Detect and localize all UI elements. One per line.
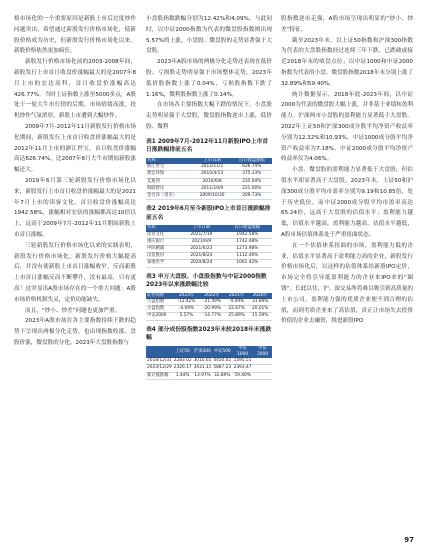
table-cell: 浙江世宝 — [146, 164, 193, 171]
table-cell: 1742.48% — [223, 238, 272, 245]
table-cell: 1112.46% — [223, 253, 272, 260]
table-cell: 235.04% — [232, 178, 272, 185]
table-cell: 2393.47 — [233, 365, 252, 371]
table-row — [146, 365, 272, 372]
ipo-table-2019-now — [146, 225, 272, 267]
table-cell: 2021/7/19 — [180, 232, 223, 239]
paragraph: 而且，“炒小、炒差”问题也更加严重。 — [25, 307, 121, 314]
table-cell: -12.42% — [174, 299, 200, 306]
table-cell: 32.89% — [214, 372, 231, 378]
paragraph: 在一个估值体系扭曲的市场，盈利能力低的企业，估值水平显著高于盈利能力高的企业，新股发行价格市场化后，以这样的估值体系给新股IPO定价，市场完全将引导低盈利能力的企业来IPO来的“圈钱”。长此以往，沪、深交易所将难以吸引到高质量的上市公司，盈利能力强的优质企业便不到合理的估值，而到劣质企业来了高估值，真正让市场失去投资价值的企业去融资，推进新股IPO — [281, 242, 413, 325]
table-cell: 221.00% — [232, 185, 272, 192]
table-header-cell — [146, 346, 173, 358]
table-cell: 中际精器 — [146, 245, 180, 252]
table-header-cell: 名称 — [146, 225, 180, 231]
table-header-cell: 2023年 — [174, 293, 200, 299]
table-cell: 重庆银行 — [146, 238, 180, 245]
table-cell: 3431.11 — [193, 365, 212, 371]
table-header-cell: 2021年 — [225, 293, 249, 299]
table-row — [146, 185, 272, 192]
table-cell — [253, 358, 272, 365]
table-cell: 1273.98% — [223, 245, 272, 252]
table-cell: 2021/6/23 — [180, 245, 223, 252]
table-cell: -20.99% — [199, 306, 225, 313]
table-row — [146, 232, 272, 239]
paragraph: 2023年A股市场在各主要指数持续下跌的趋势下呈现出两极分化走势，也出现指数收涨、盘股价涨，微盘股的分化。2023年大盘股指数与 — [14, 318, 136, 346]
column-middle — [146, 14, 272, 380]
table-header-cell: 首日收盘涨幅 — [223, 225, 272, 231]
paragraph: 股指数逆市走强，A股市场呈现出明显的“炒小、炒差”特征。 — [281, 16, 413, 33]
table-row — [146, 306, 272, 313]
table-caption: 表2 2019年6月至今新股IPO上市首日涨跌幅排前五名 — [146, 206, 271, 221]
table-cell: 2018/12/31 — [147, 358, 172, 364]
column-right — [281, 14, 413, 327]
table-cell: 59.40% — [232, 372, 253, 379]
table-cell: 2012/11/2 — [193, 164, 232, 171]
table-cell: -4.49% — [225, 299, 249, 306]
paragraph: 2009年7月-2012年11月新股发行价格市场化期间，新股发行上市首日收盘价涨幅最大的是2012年11月上市的浙江世宝，首日收盘价涨幅高达626.74%，比2007年8月大牛市期间新股涨幅还大。 — [14, 123, 136, 174]
table-cell: 2010/4/13 — [193, 171, 232, 178]
table-caption: 表4 部分成份股指数2023年末较2018年末涨跌幅 — [146, 326, 272, 342]
table-header-cell: 沪深300 — [193, 346, 213, 358]
table-header-cell: 上证50 — [173, 346, 193, 358]
table-row — [146, 171, 272, 178]
table-row — [146, 253, 272, 260]
table-caption: 表1 2009年7月-2012年11月新股IPO上市首日涨跌幅排前五名 — [146, 138, 269, 154]
table-header-cell: 2020年 — [248, 293, 272, 299]
constituent-index-table — [146, 346, 272, 380]
table-cell: 22.67% — [225, 306, 249, 313]
table-cell: 小盘指数 — [146, 306, 174, 313]
table-cell: 2326.17 — [173, 365, 192, 371]
table-row — [146, 313, 272, 320]
table-cell — [253, 372, 272, 379]
table-cell: 5887.23 — [213, 365, 232, 371]
table-cell: 2010/6/8 — [193, 178, 232, 185]
table-cell: -4.09% — [174, 306, 200, 313]
table-cell: 2283.02 — [173, 358, 192, 364]
table-cell: -21.49% — [199, 299, 225, 306]
table-cell: 15.59% — [248, 313, 272, 320]
table-row — [146, 178, 272, 185]
table-cell: 1061.42% — [223, 260, 272, 267]
paragraph: 在市场各主要指数大幅下跌的情况下，小盘股走势明显强于大盘股，微盘股指数逆市上涨，低价股、微利 — [146, 102, 272, 130]
table-caption: 表3 申万大盘股、小盘股指数与中证2000指数2023年以来涨跌幅比较 — [146, 273, 267, 289]
table-cell: 25.89% — [225, 313, 249, 320]
table-header-cell: 中证500 — [212, 346, 232, 358]
paragraph: 格市场化的一个重要原因是新股上市后过度炒作问题突出，希望通过新股发行价格市场化，使新股价格成为历史，但新股发行价格市场化以来，新股价格依然更加疯狂。 — [14, 16, 136, 55]
table-cell: 4450.02 — [213, 358, 232, 364]
table-cell: -14.77% — [199, 313, 225, 320]
paragraph: 2019年6月第三轮新股发行价格市场化以来，新股发行上市首日收盘价涨幅最大的是2021年7月上市的读客文化，首日收盘价涨幅高达1942.58%，涨幅相对宏伍的涨幅都高达10倍以上，远高于2009年7月-2012年11月期间新股上市首日涨幅。 — [14, 177, 136, 238]
paragraph: 截至2023年末，以上证50指数和沪深300指数为代表的大盘股指数经过连续三年下跌，已跌破或接近2018年末的收盘点位；以中证1000和中证2000指数为代表的小盘、微盘股指数2018年末分别上涨了32.89%和59.40%。 — [281, 37, 413, 87]
paragraph: 小盘、微盘股的盈利能力显著低于大盘股，但估值水平却显著高于大盘股。2023年末，上证50和沪深300成分股平均市盈率分别为9.19和10.85倍，处于历史低位，而中证2000成分股平均市盈率高达65.24倍，远高于大盘股的估值水平；盈利能力越低，估值水平越高，盈利能力越高，估值水平越低，A股市场估值体系处于严重扭曲状态。 — [281, 167, 413, 238]
table-cell: 5.57% — [174, 313, 200, 320]
table-cell: 1942.58% — [223, 232, 272, 239]
table-row — [146, 192, 272, 199]
table-cell: 2009/10/30 — [193, 192, 232, 199]
table-row — [146, 358, 272, 365]
table-cell: 209.73% — [232, 192, 272, 199]
table-cell: 1.44% — [173, 372, 193, 379]
table-row — [146, 238, 272, 245]
paragraph: 新股发行价格市场化前的2003-2008年间，新股发行上市首日收盘价涨幅最大的是2007年8月上市的宏达高科，首日收盘价涨幅高达426.77%。当时上证指数上涨至5000多点，A股处于一轮大牛市行情的后期，市场情绪高涨，投机炒作气氛浓厚，新股上市遭到大幅炒作。 — [14, 59, 136, 120]
table-cell: 中证2000 — [146, 313, 174, 320]
paragraph: 2023年A股市场的两极分化走势还表现在低价股、亏损股走势明显强于市场整体走势，2023年低价股指数上涨了0.04%，亏损股指数下跌了1.16%，微利股指数上涨了0.14%。 — [146, 59, 272, 98]
table-cell: 大盘指数 — [146, 299, 174, 306]
table-cell: 2011/10/9 — [193, 185, 232, 192]
table-cell: 2021/6/9 — [180, 238, 223, 245]
paragraph: 小盘股指数跌幅分别为12.42%和4.09%，与此同时，以中证2000指数为代表的微盘股指数则出现5.57%的上涨，小盘股、微盘股的走势显著强于大盘股。 — [146, 16, 272, 55]
table-cell: 累计涨跌幅 — [146, 372, 173, 379]
table-cell: 1595.51 — [233, 358, 252, 364]
table-header-cell: 中证2000 — [253, 346, 272, 358]
table-header-cell: 2022年 — [199, 293, 225, 299]
table-row — [146, 260, 272, 267]
table-cell: 626.74% — [232, 164, 272, 171]
table-cell: 2020/8/24 — [180, 260, 223, 267]
table-header-cell: 上市日期 — [180, 225, 223, 231]
table-cell: 13.97% — [194, 372, 211, 378]
table-cell: 新宏环保 — [146, 171, 193, 178]
paragraph: 统计数据显示，2018年底-2023年间，以中证2000为代表的微盘股大幅上涨，并非基于业绩和盈利能力。沪深两市小盘股的盈利能力显著低于大盘股。2022年上证50和沪深300成分股平均净资产收益率分别为12.32%和10.93%，中证1000成分股平均净资产收益率为7.18%，中证2000成分股平均净资产收益率仅为4.06%。 — [281, 91, 413, 163]
table-cell: 泰康医学 — [146, 260, 180, 267]
table-row — [146, 245, 272, 252]
table-row — [146, 299, 272, 306]
index-comparison-table — [146, 293, 272, 321]
table-header-cell: 证券简称 — [146, 293, 174, 299]
table-cell: 375.33% — [232, 171, 272, 178]
table-cell: 3010.65 — [193, 358, 212, 364]
paragraph: 三轮新股发行价格市场化以来的实践表明，新股发行价格市场化，新股发行价格大幅提高后，并没有使新股上市首日涨幅收窄，反而新股上市首日涨幅反而不断攀升，没有最高，只有更高！这突显出A股市场存在的一个重大问题：A股市场价格机制失灵，定价功能缺失。 — [14, 242, 136, 303]
table-cell: 海联智达 — [146, 185, 193, 192]
table-row — [146, 372, 272, 379]
table-header-cell: 首日收盘涨幅 — [232, 158, 272, 164]
column-left — [14, 14, 136, 349]
table-row — [146, 164, 272, 171]
table-cell: 艾迪西 — [146, 178, 193, 185]
table-cell: 2023/12/29 — [147, 365, 172, 371]
table-cell: 31.89% — [248, 299, 272, 306]
table-header-cell: 中证1000 — [232, 346, 253, 358]
table-cell — [253, 365, 272, 372]
table-cell: 汉仪股份 — [146, 253, 180, 260]
page-number: 97 — [404, 536, 414, 544]
ipo-table-2009-2012 — [146, 158, 272, 200]
table-cell: 金百泽（退市） — [146, 192, 193, 199]
table-cell: 2021/8/24 — [180, 253, 223, 260]
table-cell: 20.01% — [248, 306, 272, 313]
table-header-cell: 名称 — [146, 158, 193, 164]
table-cell: 读客文化 — [146, 232, 180, 239]
table-header-cell: 上市日期 — [193, 158, 232, 164]
